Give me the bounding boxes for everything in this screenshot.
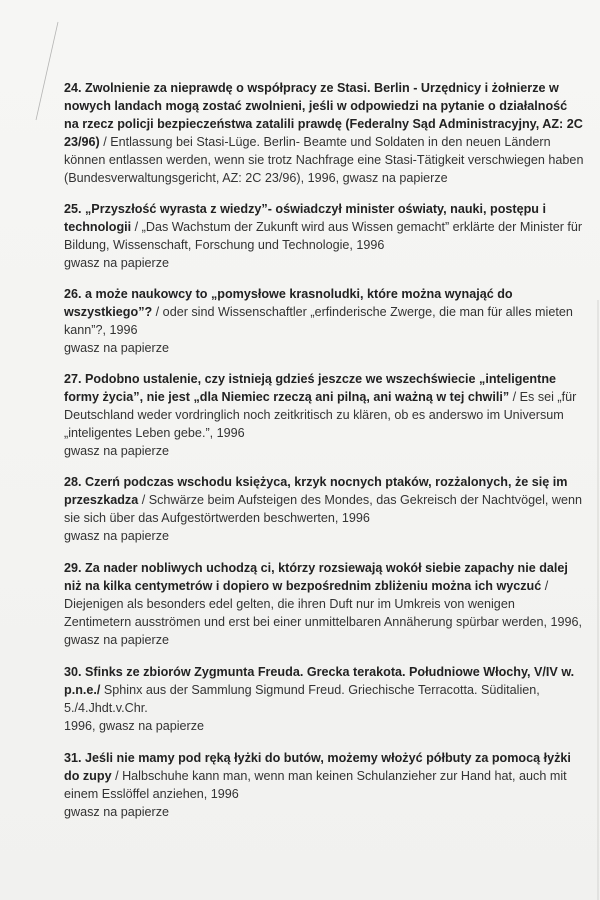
entry-29	[64, 559, 584, 649]
entry-25-technique: gwasz na papierze	[64, 256, 170, 270]
entry-27-polish: 27. Podobno ustalenie, czy istnieją gdzieś jeszcze we wszechświecie „inteligentne formy życia”, nie jest „dla Niemiec rzeczą ani pilną, ani ważną w tej chwili”	[64, 372, 557, 404]
entry-24-german: / Entlassung bei Stasi-Lüge. Berlin- Beamte und Soldaten in den neuen Ländern können entlassen werden, wenn sie trotz Nachfrage eine Stasi-Tätigkeit verschwiegen haben (Bundesverwaltungsgericht, AZ: 2C 23/96), 1996, gwasz na papierze	[64, 135, 584, 185]
entry-31	[64, 749, 584, 821]
entry-25	[64, 200, 584, 272]
entry-28-polish: 28. Czerń podczas wschodu księżyca, krzyk nocnych ptaków, rozżalonych, że się im przeszkadza	[64, 475, 568, 507]
entry-29-german: / Diejenigen als besonders edel gelten, die ihren Duft nur im Umkreis von wenigen Zentimetern ausströmen und erst bei einer unmittelbaren Annäherung spürbar werden, 1996, gwasz na papierze	[64, 579, 583, 647]
entry-28	[64, 473, 584, 545]
entry-30	[64, 663, 584, 735]
entry-26	[64, 285, 584, 357]
entry-24	[64, 79, 584, 187]
entry-28-technique: gwasz na papierze	[64, 529, 170, 543]
entry-30-technique: 1996, gwasz na papierze	[64, 719, 205, 733]
entry-30-german: Sphinx aus der Sammlung Sigmund Freud. Griechische Terracotta. Süditalien, 5./4.Jhdt.v.Chr.	[64, 683, 540, 715]
entry-25-german: / „Das Wachstum der Zukunft wird aus Wissen gemacht” erklärte der Minister für Bildung, Wissenschaft, Forschung und Technologie, 1996	[64, 220, 583, 252]
entry-28-german: / Schwärze beim Aufsteigen des Mondes, das Gekreisch der Nachtvögel, wenn sie sich über das Aufgestörtwerden beschwerten, 1996	[64, 493, 583, 525]
entry-26-polish: 26. a może naukowcy to „pomysłowe krasnoludki, które można wynająć do wszystkiego”?	[64, 287, 513, 319]
entry-30-polish: 30. Sfinks ze zbiorów Zygmunta Freuda. Grecka terakota. Południowe Włochy, V/IV w. p.n.e./	[64, 665, 575, 697]
entry-27-technique: gwasz na papierze	[64, 444, 170, 458]
entry-29-polish: 29. Za nader nobliwych uchodzą ci, którzy rozsiewają wokół siebie zapachy nie dalej niż na kilka centymetrów i dopiero w bezpośrednim zbliżeniu można ich wyczuć	[64, 561, 568, 593]
entry-26-german: / oder sind Wissenschaftler „erfinderische Zwerge, die man für alles mieten kann”?, 1996	[64, 305, 573, 337]
entry-27	[64, 370, 584, 460]
entry-31-polish: 31. Jeśli nie mamy pod ręką łyżki do butów, możemy włożyć półbuty za pomocą łyżki do zupy	[64, 751, 571, 783]
entry-31-german: / Halbschuhe kann man, wenn man keinen Schulanzieher zur Hand hat, auch mit einem Esslöffel anziehen, 1996	[64, 769, 567, 801]
entry-25-polish: 25. „Przyszłość wyrasta z wiedzy”- oświadczył minister oświaty, nauki, postępu i technologii	[64, 202, 546, 234]
entry-24-polish: 24. Zwolnienie za nieprawdę o współpracy ze Stasi. Berlin - Urzędnicy i żołnierze w nowych landach mogą zostać zwolnieni, jeśli w odpowiedzi na pytanie o działalność na rzecz policji bezpieczeństwa zatalili prawdę (Federalny Sąd Administracyjny, AZ: 2C 23/96)	[64, 81, 583, 149]
entry-31-technique: gwasz na papierze	[64, 805, 170, 819]
entry-27-german: / Es sei „für Deutschland weder vordringlich noch zeitkritisch zu klären, ob es anderswo im Universum „inteligentes Leben gebe.”, 1996	[64, 390, 577, 440]
entry-26-technique: gwasz na papierze	[64, 341, 170, 355]
document-body	[64, 79, 584, 835]
